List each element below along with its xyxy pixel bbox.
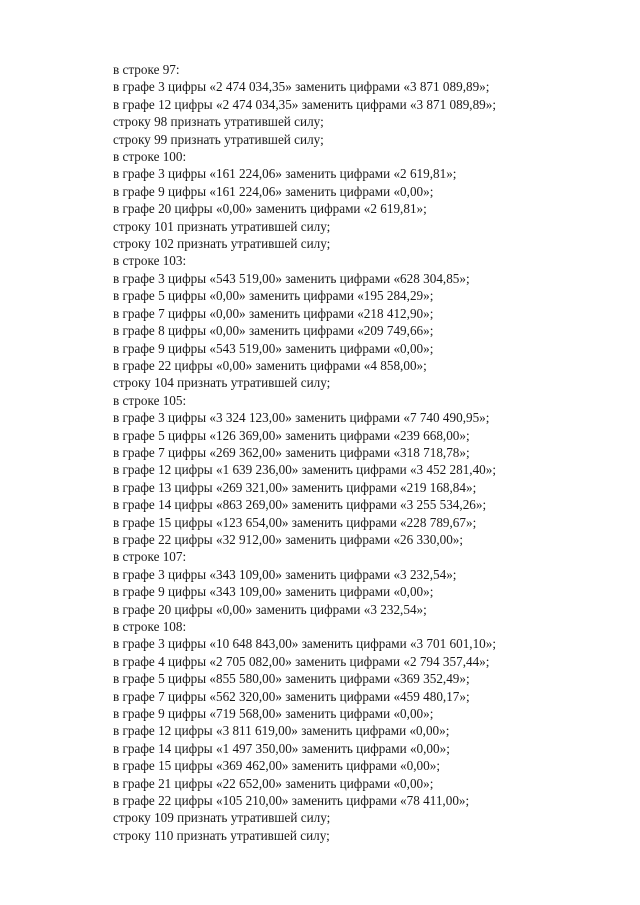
text-line: в графе 3 цифры «10 648 843,00» заменить цифрами «3 701 601,10»; (113, 636, 497, 652)
text-line: в графе 14 цифры «1 497 350,00» заменить цифрами «0,00»; (113, 740, 450, 756)
text-line: строку 104 признать утратившей силу; (113, 375, 331, 391)
text-line: в графе 15 цифры «369 462,00» заменить цифрами «0,00»; (113, 758, 440, 774)
text-line: в графе 20 цифры «0,00» заменить цифрами «2 619,81»; (113, 201, 427, 217)
text-line: в графе 4 цифры «2 705 082,00» заменить цифрами «2 794 357,44»; (113, 653, 490, 669)
text-line: в графе 9 цифры «719 568,00» заменить цифрами «0,00»; (113, 706, 434, 722)
text-line: в графе 3 цифры «3 324 123,00» заменить цифрами «7 740 490,95»; (113, 410, 490, 426)
text-line: в строке 107: (113, 549, 187, 565)
text-line: в графе 12 цифры «3 811 619,00» заменить цифрами «0,00»; (113, 723, 450, 739)
text-line: в графе 7 цифры «0,00» заменить цифрами «218 412,90»; (113, 305, 434, 321)
text-line: в графе 5 цифры «126 369,00» заменить цифрами «239 668,00»; (113, 427, 470, 443)
text-line: в графе 9 цифры «543 519,00» заменить цифрами «0,00»; (113, 340, 434, 356)
text-line: в графе 12 цифры «1 639 236,00» заменить цифрами «3 452 281,40»; (113, 462, 497, 478)
text-line: в графе 8 цифры «0,00» заменить цифрами «209 749,66»; (113, 323, 434, 339)
text-line: в строке 103: (113, 253, 187, 269)
text-line: строку 110 признать утратившей силу; (113, 827, 330, 843)
text-line: в графе 3 цифры «2 474 034,35» заменить цифрами «3 871 089,89»; (113, 79, 490, 95)
text-line: в строке 108: (113, 619, 187, 634)
text-line: в графе 3 цифры «543 519,00» заменить цифрами «628 304,85»; (113, 270, 470, 286)
text-line: строку 98 признать утратившей силу; (113, 114, 324, 130)
text-line: в графе 12 цифры «2 474 034,35» заменить цифрами «3 871 089,89»; (113, 96, 497, 112)
text-line: в графе 22 цифры «105 210,00» заменить цифрами «78 411,00»; (113, 793, 470, 809)
text-line: в графе 20 цифры «0,00» заменить цифрами «3 232,54»; (113, 601, 427, 617)
text-line: в графе 15 цифры «123 654,00» заменить цифрами «228 789,67»; (113, 514, 477, 530)
text-line: в графе 14 цифры «863 269,00» заменить цифрами «3 255 534,26»; (113, 497, 487, 513)
text-line: в графе 5 цифры «0,00» заменить цифрами «195 284,29»; (113, 288, 434, 304)
text-line: в графе 9 цифры «343 109,00» заменить цифрами «0,00»; (113, 584, 434, 600)
text-line: в графе 3 цифры «161 224,06» заменить цифрами «2 619,81»; (113, 166, 457, 182)
text-line: в графе 3 цифры «343 109,00» заменить цифрами «3 232,54»; (113, 566, 457, 582)
text-line: в строке 97: (113, 62, 180, 77)
text-line: в графе 5 цифры «855 580,00» заменить цифрами «369 352,49»; (113, 671, 470, 687)
text-line: строку 102 признать утратившей силу; (113, 236, 331, 252)
text-line: в графе 7 цифры «269 362,00» заменить цифрами «318 718,78»; (113, 444, 470, 460)
text-line: в графе 7 цифры «562 320,00» заменить цифрами «459 480,17»; (113, 688, 470, 704)
text-line: в графе 9 цифры «161 224,06» заменить цифрами «0,00»; (113, 183, 434, 199)
text-line: в графе 13 цифры «269 321,00» заменить цифрами «219 168,84»; (113, 479, 477, 495)
text-line: строку 101 признать утратившей силу; (113, 218, 331, 234)
text-line: в строке 105: (113, 392, 187, 408)
text-line: в графе 22 цифры «32 912,00» заменить цифрами «26 330,00»; (113, 531, 464, 547)
text-line: строку 109 признать утратившей силу; (113, 810, 331, 826)
text-line: в графе 22 цифры «0,00» заменить цифрами «4 858,00»; (113, 357, 427, 373)
text-line: в строке 100: (113, 149, 187, 165)
document-page (113, 61, 613, 844)
text-line: строку 99 признать утратившей силу; (113, 131, 324, 147)
text-line: в графе 21 цифры «22 652,00» заменить цифрами «0,00»; (113, 775, 434, 791)
